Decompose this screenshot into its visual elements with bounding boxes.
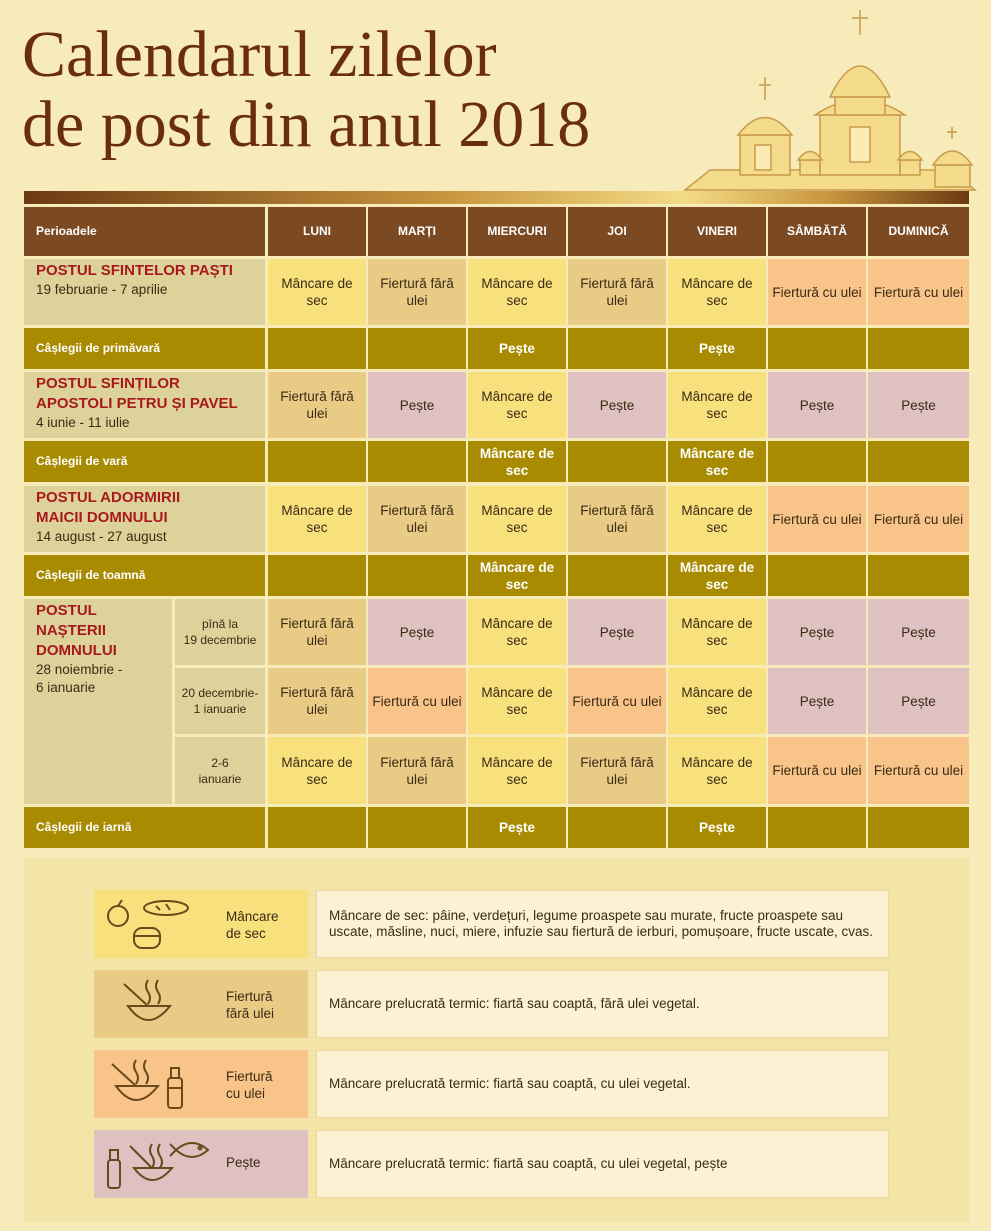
day-cell-pasti-0: Mâncare de sec (268, 259, 366, 325)
header-day-0: LUNI (268, 207, 366, 256)
day-cell-toamna-6 (868, 555, 969, 596)
day-cell-apostoli-6: Pește (868, 372, 969, 438)
day-cell-nastere2-4: Mâncare de sec (668, 668, 766, 734)
day-cell-iarna-6 (868, 807, 969, 848)
day-cell-vara-3 (568, 441, 666, 482)
day-cell-nastere2-0: Fiertură fără ulei (268, 668, 366, 734)
period-dates: 28 noiembrie - (36, 662, 123, 677)
period-pasti (24, 259, 265, 325)
legend-label (226, 908, 279, 942)
day-cell-nastere3-0: Mâncare de sec (268, 737, 366, 804)
day-cell-pasti-6: Fiertură cu ulei (868, 259, 969, 325)
period-name: POSTUL ADORMIRII (36, 489, 181, 506)
period-name: POSTUL NAȘTERII (36, 602, 107, 639)
day-cell-adormire-6: Fiertură cu ulei (868, 486, 969, 552)
day-cell-pasti-2: Mâncare de sec (468, 259, 566, 325)
day-cell-nastere2-2: Mâncare de sec (468, 668, 566, 734)
day-cell-nastere1-1: Pește (368, 599, 466, 665)
day-cell-nastere2-1: Fiertură cu ulei (368, 668, 466, 734)
legend-description-ms: Mâncare de sec: pâine, verdețuri, legume proaspete sau murate, fructe proaspete sau uscate, măsline, nuci, miere, infuzie sau fiertură de ierburi, pomușoare, fructe uscate, cvas. (316, 890, 889, 958)
day-cell-apostoli-5: Pește (768, 372, 866, 438)
period-name: POSTUL SFINTELOR PAȘTI (36, 262, 233, 279)
period-nastere (24, 599, 172, 804)
subperiod-line: pînă la (201, 617, 239, 631)
subperiod-line: 1 ianuarie (193, 702, 247, 716)
day-cell-iarna-5 (768, 807, 866, 848)
day-cell-vara-4: Mâncare de sec (668, 441, 766, 482)
day-cell-nastere2-6: Pește (868, 668, 969, 734)
day-cell-nastere1-0: Fiertură fără ulei (268, 599, 366, 665)
title-line-1: Calendarul zilelor (22, 18, 497, 91)
subperiod-0 (175, 599, 265, 665)
bowl-oil-bottle-icon (104, 1056, 194, 1112)
day-cell-toamna-1 (368, 555, 466, 596)
day-cell-iarna-3 (568, 807, 666, 848)
day-cell-toamna-4: Mâncare de sec (668, 555, 766, 596)
day-cell-toamna-3 (568, 555, 666, 596)
day-cell-nastere3-6: Fiertură cu ulei (868, 737, 969, 804)
legend-label-line: cu ulei (226, 1086, 266, 1101)
day-cell-nastere3-1: Fiertură fără ulei (368, 737, 466, 804)
day-cell-nastere2-3: Fiertură cu ulei (568, 668, 666, 734)
legend-description-fu: Mâncare prelucrată termic: fiartă sau coaptă, cu ulei vegetal. (316, 1050, 889, 1118)
day-cell-nastere2-5: Pește (768, 668, 866, 734)
day-cell-primavara-2: Pește (468, 328, 566, 369)
period-dates: 19 februarie - 7 aprilie (36, 282, 168, 297)
legend-description-pe: Mâncare prelucrată termic: fiartă sau coaptă, cu ulei vegetal, pește (316, 1130, 889, 1198)
legend-label-line: de sec (226, 926, 266, 941)
period-dates: 6 ianuarie (36, 680, 96, 695)
day-cell-primavara-5 (768, 328, 866, 369)
legend-icon-ms (94, 890, 308, 958)
header-day-4: VINERI (668, 207, 766, 256)
caslegi-iarna: Câșlegii de iarnă (24, 807, 265, 848)
bottle-bowl-fish-icon (104, 1136, 214, 1192)
legend-icon-ff (94, 970, 308, 1038)
period-name: DOMNULUI (36, 642, 117, 659)
legend-label-line: Pește (226, 1155, 261, 1170)
day-cell-nastere1-6: Pește (868, 599, 969, 665)
day-cell-primavara-1 (368, 328, 466, 369)
title-line-2: de post din anul 2018 (22, 88, 591, 161)
header-day-3: JOI (568, 207, 666, 256)
page-title (22, 20, 590, 160)
day-cell-toamna-0 (268, 555, 366, 596)
day-cell-vara-0 (268, 441, 366, 482)
day-cell-apostoli-4: Mâncare de sec (668, 372, 766, 438)
day-cell-adormire-4: Mâncare de sec (668, 486, 766, 552)
day-cell-primavara-6 (868, 328, 969, 369)
decorative-bar (24, 191, 969, 204)
header-day-1: MARȚI (368, 207, 466, 256)
legend-label-line: Fiertură (226, 989, 273, 1004)
day-cell-iarna-2: Pește (468, 807, 566, 848)
day-cell-nastere3-2: Mâncare de sec (468, 737, 566, 804)
day-cell-nastere3-5: Fiertură cu ulei (768, 737, 866, 804)
period-name: APOSTOLI PETRU ȘI PAVEL (36, 395, 238, 412)
subperiod-line: 19 decembrie (183, 633, 257, 647)
day-cell-nastere1-5: Pește (768, 599, 866, 665)
caslegi-vara: Câșlegii de vară (24, 441, 265, 482)
period-name: POSTUL SFINȚILOR (36, 375, 180, 392)
subperiod-2 (175, 737, 265, 804)
legend-label (226, 1068, 273, 1102)
day-cell-pasti-5: Fiertură cu ulei (768, 259, 866, 325)
legend-label-line: Fiertură (226, 1069, 273, 1084)
day-cell-nastere3-4: Mâncare de sec (668, 737, 766, 804)
day-cell-vara-2: Mâncare de sec (468, 441, 566, 482)
legend-icon-fu (94, 1050, 308, 1118)
period-dates: 14 august - 27 august (36, 529, 167, 544)
day-cell-apostoli-2: Mâncare de sec (468, 372, 566, 438)
caslegi-toamna: Câșlegii de toamnă (24, 555, 265, 596)
bowl-spoon-icon (104, 976, 194, 1032)
day-cell-adormire-5: Fiertură cu ulei (768, 486, 866, 552)
day-cell-iarna-0 (268, 807, 366, 848)
day-cell-adormire-3: Fiertură fără ulei (568, 486, 666, 552)
day-cell-vara-6 (868, 441, 969, 482)
day-cell-primavara-3 (568, 328, 666, 369)
header-day-6: DUMINICĂ (868, 207, 969, 256)
day-cell-nastere1-2: Mâncare de sec (468, 599, 566, 665)
period-adormire (24, 486, 265, 552)
period-apostoli (24, 372, 265, 438)
legend-label-line: fără ulei (226, 1006, 275, 1021)
period-name: MAICII DOMNULUI (36, 509, 168, 526)
header-day-2: MIERCURI (468, 207, 566, 256)
day-cell-pasti-1: Fiertură fără ulei (368, 259, 466, 325)
day-cell-apostoli-0: Fiertură fără ulei (268, 372, 366, 438)
subperiod-1 (175, 668, 265, 734)
day-cell-iarna-1 (368, 807, 466, 848)
day-cell-apostoli-3: Pește (568, 372, 666, 438)
day-cell-pasti-4: Mâncare de sec (668, 259, 766, 325)
period-dates: 4 iunie - 11 iulie (36, 415, 130, 430)
legend-label-line: Mâncare (226, 909, 279, 924)
day-cell-apostoli-1: Pește (368, 372, 466, 438)
day-cell-pasti-3: Fiertură fără ulei (568, 259, 666, 325)
bread-apple-honey-icon (104, 896, 194, 952)
legend-description-ff: Mâncare prelucrată termic: fiartă sau coaptă, fără ulei vegetal. (316, 970, 889, 1038)
legend-icon-pe (94, 1130, 308, 1198)
day-cell-vara-5 (768, 441, 866, 482)
legend-label (226, 988, 274, 1022)
day-cell-adormire-2: Mâncare de sec (468, 486, 566, 552)
header-periods: Perioadele (24, 207, 265, 256)
header-day-5: SÂMBĂTĂ (768, 207, 866, 256)
church-illustration (680, 5, 980, 195)
day-cell-iarna-4: Pește (668, 807, 766, 848)
subperiod-line: ianuarie (198, 771, 242, 786)
day-cell-adormire-1: Fiertură fără ulei (368, 486, 466, 552)
day-cell-nastere1-4: Mâncare de sec (668, 599, 766, 665)
subperiod-line: 20 decembrie- (181, 686, 259, 700)
day-cell-nastere3-3: Fiertură fără ulei (568, 737, 666, 804)
day-cell-toamna-2: Mâncare de sec (468, 555, 566, 596)
legend-label (226, 1154, 261, 1171)
day-cell-nastere1-3: Pește (568, 599, 666, 665)
caslegi-primavara: Câșlegii de primăvară (24, 328, 265, 369)
day-cell-toamna-5 (768, 555, 866, 596)
day-cell-primavara-0 (268, 328, 366, 369)
day-cell-vara-1 (368, 441, 466, 482)
day-cell-adormire-0: Mâncare de sec (268, 486, 366, 552)
day-cell-primavara-4: Pește (668, 328, 766, 369)
subperiod-line: 2-6 (211, 755, 229, 770)
